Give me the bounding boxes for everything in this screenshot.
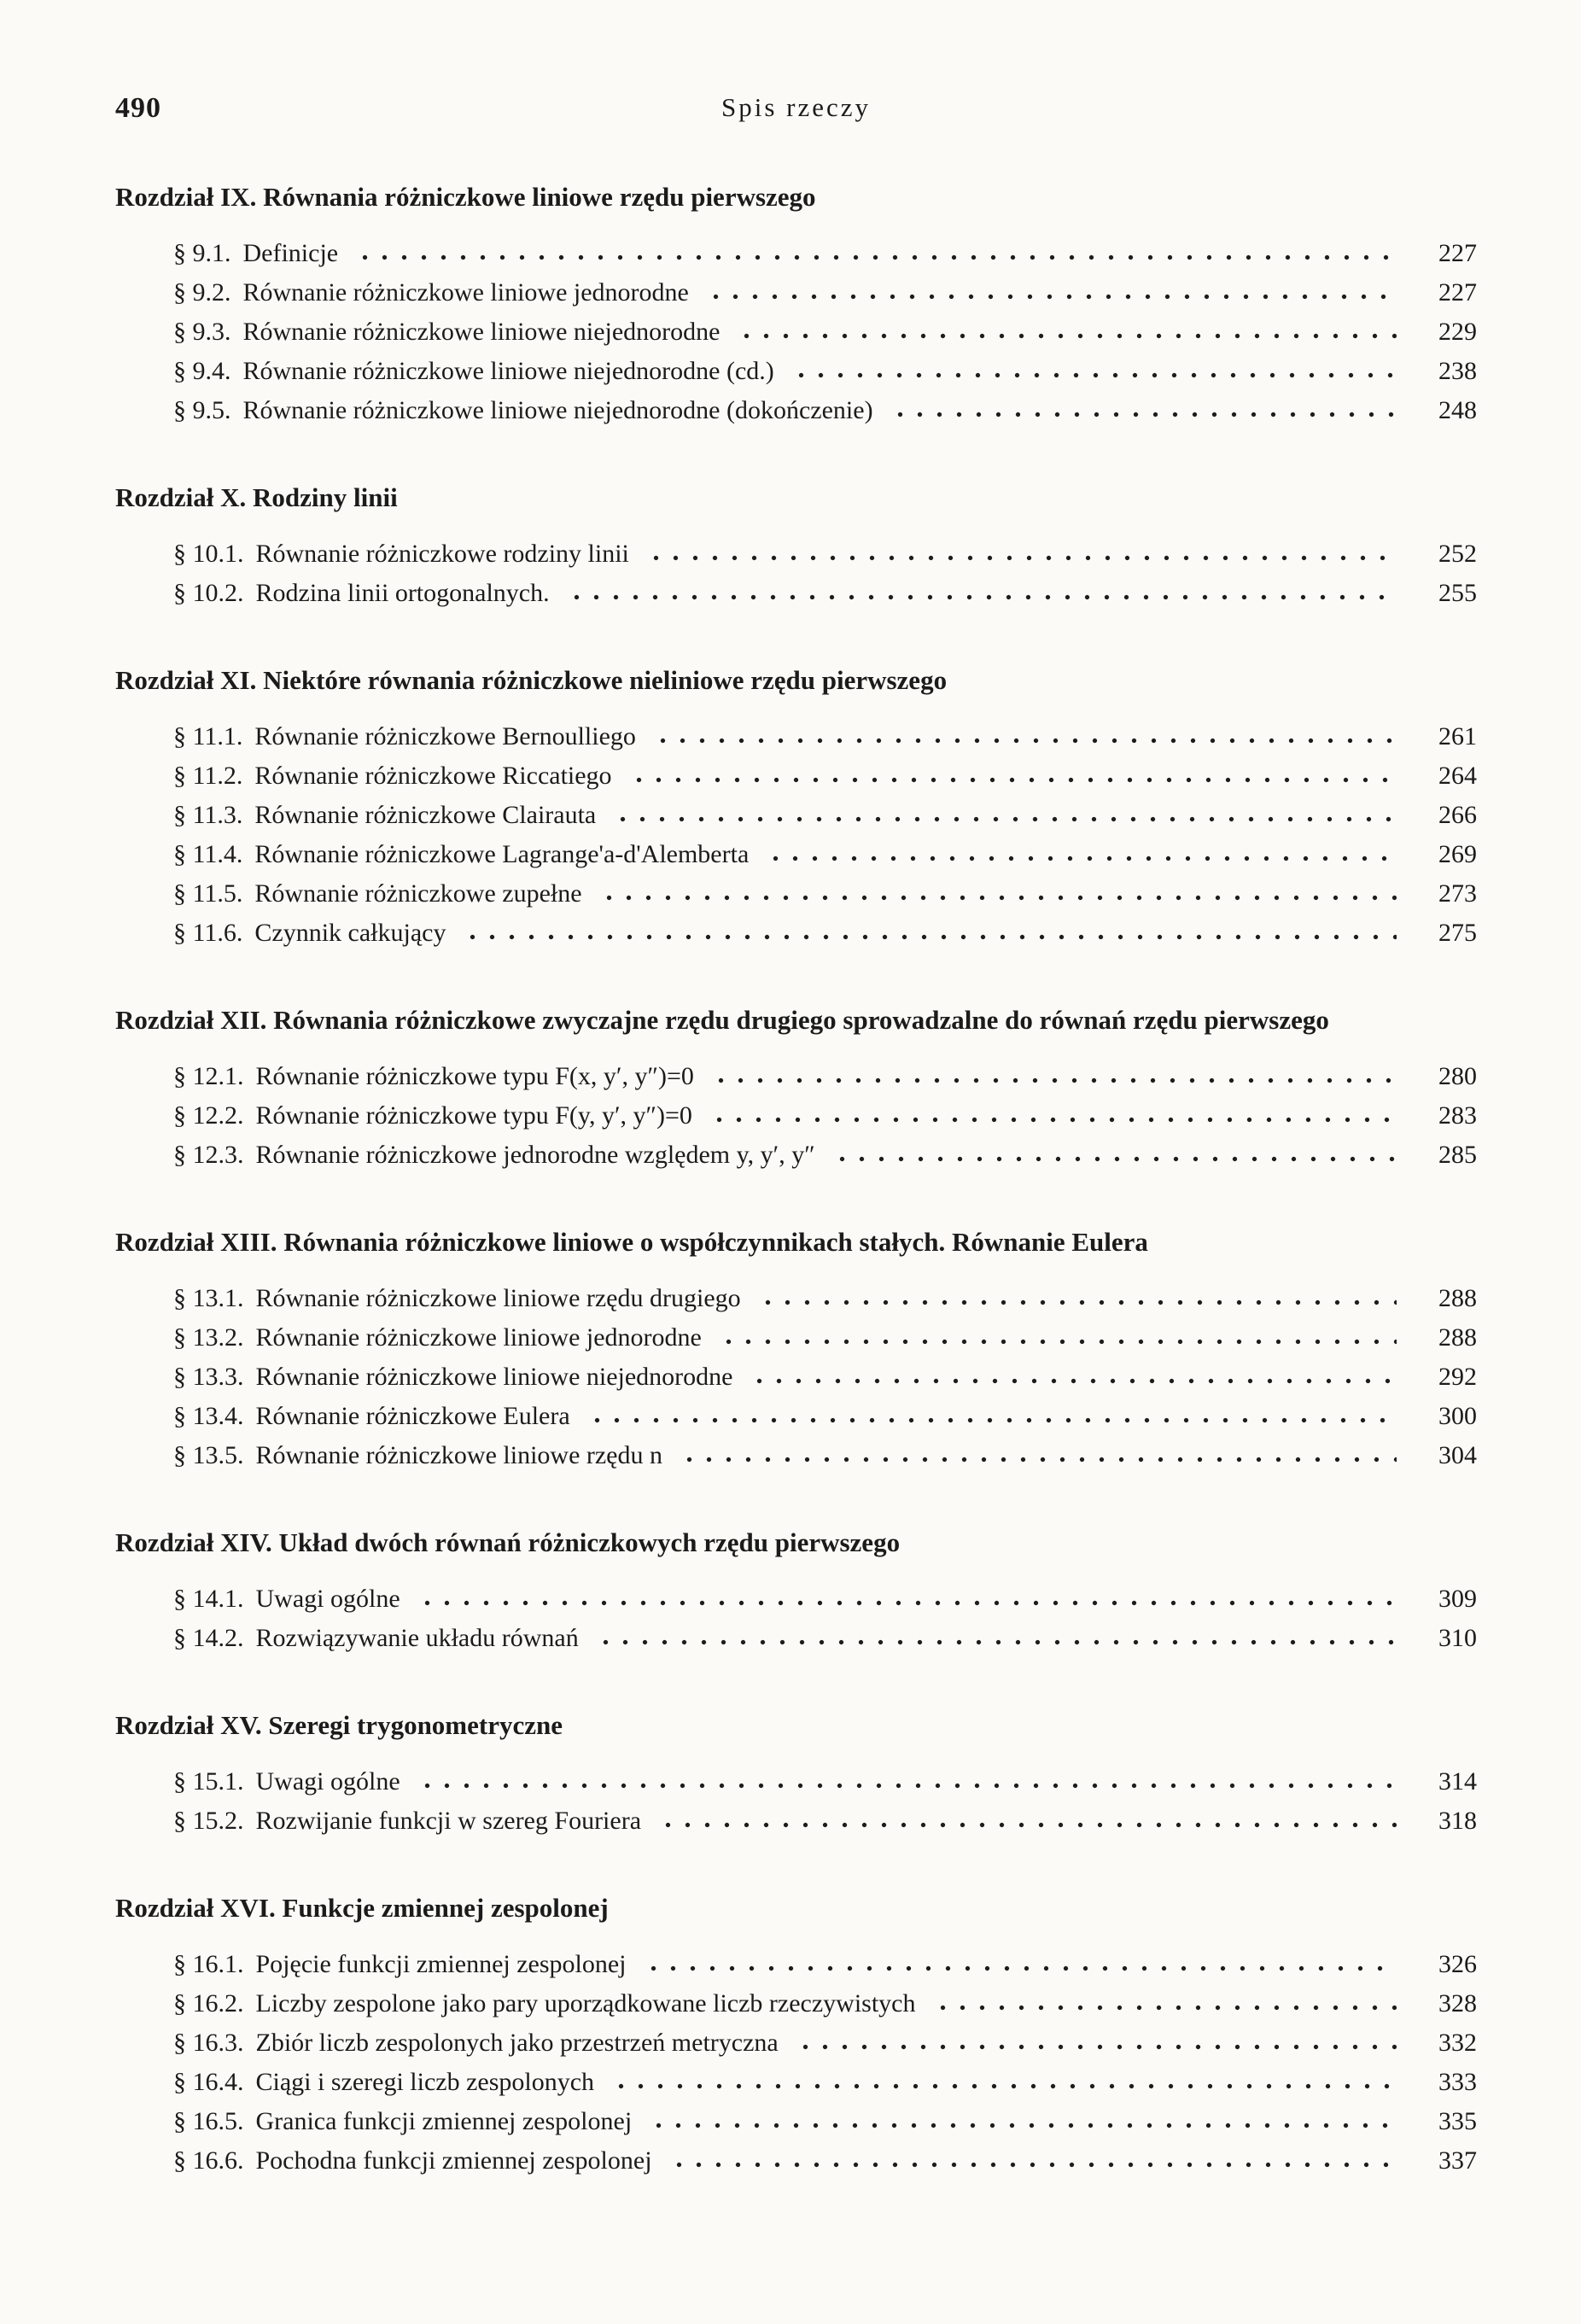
chapter-sections <box>115 1762 1477 1841</box>
section-number: § 9.3. <box>173 318 231 346</box>
section-title: Równanie różniczkowe jednorodne względem y, y′, y″ <box>255 1141 815 1169</box>
chapter-title: Rozdział XVI. Funkcje zmiennej zespolonej <box>115 1893 609 1923</box>
section-title: Równanie różniczkowe Lagrange'a-d'Alemberta <box>254 840 750 868</box>
toc-entry <box>173 1619 1477 1658</box>
section-number: § 11.6. <box>173 919 243 947</box>
chapter <box>115 663 1477 953</box>
dot-leader <box>653 737 1397 744</box>
chapter-sections <box>115 234 1477 430</box>
dot-leader <box>791 371 1397 379</box>
section-page: 332 <box>1438 2029 1477 2057</box>
section-title: Równanie różniczkowe liniowe jednorodne <box>255 1323 702 1352</box>
toc-entry <box>173 1136 1477 1175</box>
dot-leader <box>933 2004 1397 2012</box>
section-page: 337 <box>1438 2146 1477 2175</box>
section-page: 318 <box>1438 1807 1477 1835</box>
chapter-title: Rozdział IX. Równania różniczkowe liniowe rzędu pierwszego <box>115 182 816 212</box>
section-number: § 12.3. <box>173 1141 244 1169</box>
toc-entry <box>173 796 1477 835</box>
section-title: Równanie różniczkowe zupełne <box>254 879 582 908</box>
dot-leader <box>766 855 1397 862</box>
section-page: 227 <box>1438 278 1477 307</box>
chapter-title: Rozdział X. Rodziny linii <box>115 482 398 512</box>
toc-entry <box>173 1945 1477 1984</box>
section-title: Ciągi i szeregi liczb zespolonych <box>255 2068 595 2096</box>
chapter-sections <box>115 1580 1477 1658</box>
chapter <box>115 1002 1477 1175</box>
dot-leader <box>890 411 1397 418</box>
dot-leader <box>599 894 1397 902</box>
section-page: 229 <box>1438 318 1477 346</box>
toc-entry <box>173 1057 1477 1096</box>
section-number: § 16.1. <box>173 1950 244 1978</box>
section-title: Uwagi ogólne <box>255 1767 400 1796</box>
section-title: Równanie różniczkowe liniowe niejednorodne <box>242 318 720 346</box>
dot-leader <box>758 1299 1397 1306</box>
dot-leader <box>611 2082 1397 2090</box>
toc-entry <box>173 312 1477 352</box>
page-number: 490 <box>115 92 161 124</box>
section-title: Równanie różniczkowe liniowe niejednorodne (cd.) <box>242 357 774 385</box>
section-page: 266 <box>1438 801 1477 829</box>
dot-leader <box>750 1377 1397 1385</box>
section-number: § 13.1. <box>173 1284 244 1312</box>
dot-leader <box>711 1077 1397 1084</box>
chapter-sections <box>115 717 1477 953</box>
dot-leader <box>629 776 1397 784</box>
section-number: § 9.1. <box>173 239 231 267</box>
section-title: Równanie różniczkowe liniowe niejednorodne (dokończenie) <box>242 396 873 424</box>
dot-leader <box>706 293 1397 301</box>
section-title: Pochodna funkcji zmiennej zespolonej <box>255 2146 652 2175</box>
section-page: 285 <box>1438 1141 1477 1169</box>
chapter-title: Rozdział XV. Szeregi trygonometryczne <box>115 1710 563 1740</box>
toc-entry <box>173 2023 1477 2063</box>
dot-leader <box>596 1638 1397 1646</box>
chapter <box>115 1708 1477 1841</box>
dot-leader <box>417 1599 1397 1607</box>
section-title: Rozwiązywanie układu równań <box>255 1624 579 1652</box>
section-page: 273 <box>1438 879 1477 908</box>
toc-entry <box>173 574 1477 613</box>
section-page: 300 <box>1438 1402 1477 1430</box>
section-number: § 12.2. <box>173 1101 244 1130</box>
dot-leader <box>567 593 1397 601</box>
section-title: Rodzina linii ortogonalnych. <box>255 579 550 607</box>
chapter-title: Rozdział XIII. Równania różniczkowe liniowe o współczynnikach stałych. Równanie Eulera <box>115 1227 1148 1257</box>
section-page: 292 <box>1438 1363 1477 1391</box>
chapter <box>115 1525 1477 1658</box>
dot-leader <box>737 332 1397 340</box>
section-title: Równanie różniczkowe typu F(x, y′, y″)=0 <box>255 1062 694 1090</box>
toc-entry <box>173 1762 1477 1801</box>
section-page: 314 <box>1438 1767 1477 1796</box>
dot-leader <box>417 1782 1397 1790</box>
section-page: 252 <box>1438 540 1477 568</box>
section-page: 309 <box>1438 1585 1477 1613</box>
section-page: 255 <box>1438 579 1477 607</box>
page-header <box>115 92 1477 130</box>
toc-entry <box>173 1318 1477 1358</box>
section-title: Równanie różniczkowe Riccatiego <box>254 762 612 790</box>
section-title: Równanie różniczkowe liniowe rzędu drugiego <box>255 1284 741 1312</box>
section-page: 238 <box>1438 357 1477 385</box>
section-number: § 11.3. <box>173 801 243 829</box>
section-page: 310 <box>1438 1624 1477 1652</box>
toc-entry <box>173 273 1477 312</box>
section-number: § 13.3. <box>173 1363 244 1391</box>
section-number: § 15.2. <box>173 1807 244 1835</box>
toc-entry <box>173 1397 1477 1436</box>
toc-entry <box>173 1436 1477 1475</box>
dot-leader <box>644 1965 1397 1972</box>
section-number: § 10.1. <box>173 540 244 568</box>
toc-entry <box>173 1801 1477 1841</box>
toc-entry <box>173 352 1477 391</box>
section-number: § 16.4. <box>173 2068 244 2096</box>
section-page: 227 <box>1438 239 1477 267</box>
section-title: Granica funkcji zmiennej zespolonej <box>255 2107 633 2135</box>
section-page: 335 <box>1438 2107 1477 2135</box>
section-number: § 11.1. <box>173 722 243 750</box>
table-of-contents <box>115 179 1477 2181</box>
toc-entry <box>173 234 1477 273</box>
section-page: 326 <box>1438 1950 1477 1978</box>
section-title: Równanie różniczkowe liniowe rzędu n <box>255 1441 662 1469</box>
section-page: 304 <box>1438 1441 1477 1469</box>
section-page: 264 <box>1438 762 1477 790</box>
chapter <box>115 480 1477 613</box>
toc-entry <box>173 756 1477 796</box>
section-title: Równanie różniczkowe liniowe jednorodne <box>242 278 689 307</box>
section-number: § 15.1. <box>173 1767 244 1796</box>
running-title: Spis rzeczy <box>720 92 872 122</box>
section-number: § 13.4. <box>173 1402 244 1430</box>
dot-leader <box>646 554 1397 562</box>
toc-entry <box>173 874 1477 914</box>
section-title: Rozwijanie funkcji w szereg Fouriera <box>255 1807 642 1835</box>
toc-entry <box>173 1984 1477 2023</box>
dot-leader <box>832 1155 1397 1163</box>
section-page: 280 <box>1438 1062 1477 1090</box>
chapter-sections <box>115 1057 1477 1175</box>
toc-entry <box>173 835 1477 874</box>
chapter <box>115 1890 1477 2181</box>
dot-leader <box>587 1416 1397 1424</box>
section-number: § 16.2. <box>173 1989 244 2017</box>
dot-leader <box>796 2043 1397 2051</box>
section-page: 288 <box>1438 1323 1477 1352</box>
chapter-sections <box>115 1945 1477 2181</box>
section-page: 248 <box>1438 396 1477 424</box>
section-number: § 14.1. <box>173 1585 244 1613</box>
section-title: Definicje <box>242 239 339 267</box>
section-title: Równanie różniczkowe rodziny linii <box>255 540 629 568</box>
dot-leader <box>613 815 1397 823</box>
dot-leader <box>669 2161 1397 2169</box>
section-page: 261 <box>1438 722 1477 750</box>
toc-entry <box>173 1096 1477 1136</box>
chapter-title: Rozdział XI. Niektóre równania różniczkowe nieliniowe rzędu pierwszego <box>115 665 948 695</box>
section-number: § 9.5. <box>173 396 231 424</box>
section-number: § 9.2. <box>173 278 231 307</box>
section-number: § 11.4. <box>173 840 243 868</box>
toc-entry <box>173 1279 1477 1318</box>
section-title: Liczby zespolone jako pary uporządkowane liczb rzeczywistych <box>255 1989 916 2017</box>
dot-leader <box>719 1338 1397 1346</box>
section-page: 275 <box>1438 919 1477 947</box>
chapter-title: Rozdział XIV. Układ dwóch równań różniczkowych rzędu pierwszego <box>115 1527 901 1557</box>
section-title: Równanie różniczkowe Clairauta <box>254 801 597 829</box>
toc-entry <box>173 1358 1477 1397</box>
toc-entry <box>173 1580 1477 1619</box>
chapter-sections <box>115 534 1477 613</box>
chapter <box>115 179 1477 430</box>
section-page: 283 <box>1438 1101 1477 1130</box>
section-number: § 12.1. <box>173 1062 244 1090</box>
chapter-title: Rozdział XII. Równania różniczkowe zwyczajne rzędu drugiego sprowadzalne do równań rzędu pierwszego <box>115 1005 1329 1035</box>
dot-leader <box>355 254 1397 261</box>
toc-entry <box>173 2102 1477 2141</box>
section-title: Równanie różniczkowe liniowe niejednorodne <box>255 1363 733 1391</box>
section-title: Zbiór liczb zespolonych jako przestrzeń metryczna <box>255 2029 779 2057</box>
chapter <box>115 1224 1477 1475</box>
section-page: 269 <box>1438 840 1477 868</box>
toc-entry <box>173 717 1477 756</box>
section-page: 328 <box>1438 1989 1477 2017</box>
section-number: § 9.4. <box>173 357 231 385</box>
section-title: Równanie różniczkowe Eulera <box>255 1402 570 1430</box>
toc-entry <box>173 534 1477 574</box>
section-title: Pojęcie funkcji zmiennej zespolonej <box>255 1950 627 1978</box>
dot-leader <box>680 1456 1397 1463</box>
section-number: § 16.5. <box>173 2107 244 2135</box>
section-number: § 16.3. <box>173 2029 244 2057</box>
section-page: 333 <box>1438 2068 1477 2096</box>
section-number: § 13.5. <box>173 1441 244 1469</box>
section-title: Równanie różniczkowe Bernoulliego <box>254 722 636 750</box>
toc-entry <box>173 2063 1477 2102</box>
dot-leader <box>649 2122 1397 2129</box>
dot-leader <box>709 1116 1397 1124</box>
section-page: 288 <box>1438 1284 1477 1312</box>
section-title: Czynnik całkujący <box>254 919 446 947</box>
toc-entry <box>173 914 1477 953</box>
dot-leader <box>658 1821 1397 1829</box>
section-number: § 11.2. <box>173 762 243 790</box>
section-number: § 10.2. <box>173 579 244 607</box>
section-title: Uwagi ogólne <box>255 1585 400 1613</box>
chapter-sections <box>115 1279 1477 1475</box>
section-number: § 16.6. <box>173 2146 244 2175</box>
section-number: § 11.5. <box>173 879 243 908</box>
section-title: Równanie różniczkowe typu F(y, y′, y″)=0 <box>255 1101 692 1130</box>
toc-entry <box>173 2141 1477 2181</box>
section-number: § 14.2. <box>173 1624 244 1652</box>
section-number: § 13.2. <box>173 1323 244 1352</box>
toc-entry <box>173 391 1477 430</box>
dot-leader <box>463 933 1397 941</box>
